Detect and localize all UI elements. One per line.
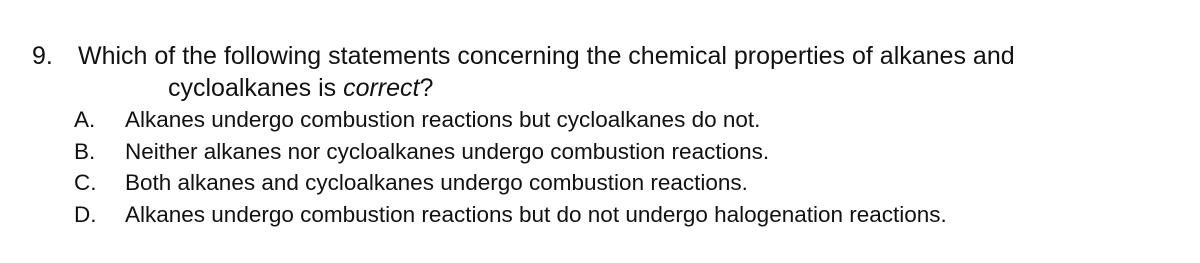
option-text: Neither alkanes nor cycloalkanes undergo combustion reactions. bbox=[125, 138, 770, 164]
question-stem-line2 bbox=[32, 72, 1192, 104]
option-text: Alkanes undergo combustion reactions but cycloalkanes do not. bbox=[125, 107, 761, 132]
option-c bbox=[74, 167, 1192, 199]
option-b bbox=[74, 136, 1192, 168]
option-d bbox=[74, 199, 1192, 231]
option-letter: D. bbox=[74, 201, 97, 227]
answer-options bbox=[74, 104, 1192, 230]
option-letter: B. bbox=[74, 138, 96, 164]
question-text-line2: cycloalkanes is bbox=[168, 74, 344, 102]
question-mark: ? bbox=[419, 74, 434, 102]
option-text: Both alkanes and cycloalkanes undergo combustion reactions. bbox=[125, 170, 748, 195]
option-letter: C. bbox=[74, 170, 97, 195]
option-letter: A. bbox=[74, 107, 96, 132]
question-emphasis: correct bbox=[343, 74, 420, 102]
option-text: Alkanes undergo combustion reactions but do not undergo halogenation reactions. bbox=[125, 201, 947, 227]
question-stem-line1 bbox=[32, 40, 1192, 72]
question-text-line1: Which of the following statements concerning the chemical properties of alkanes and bbox=[78, 42, 1015, 70]
question-number: 9. bbox=[32, 42, 53, 70]
option-a bbox=[74, 104, 1192, 136]
question-block bbox=[32, 40, 1192, 230]
